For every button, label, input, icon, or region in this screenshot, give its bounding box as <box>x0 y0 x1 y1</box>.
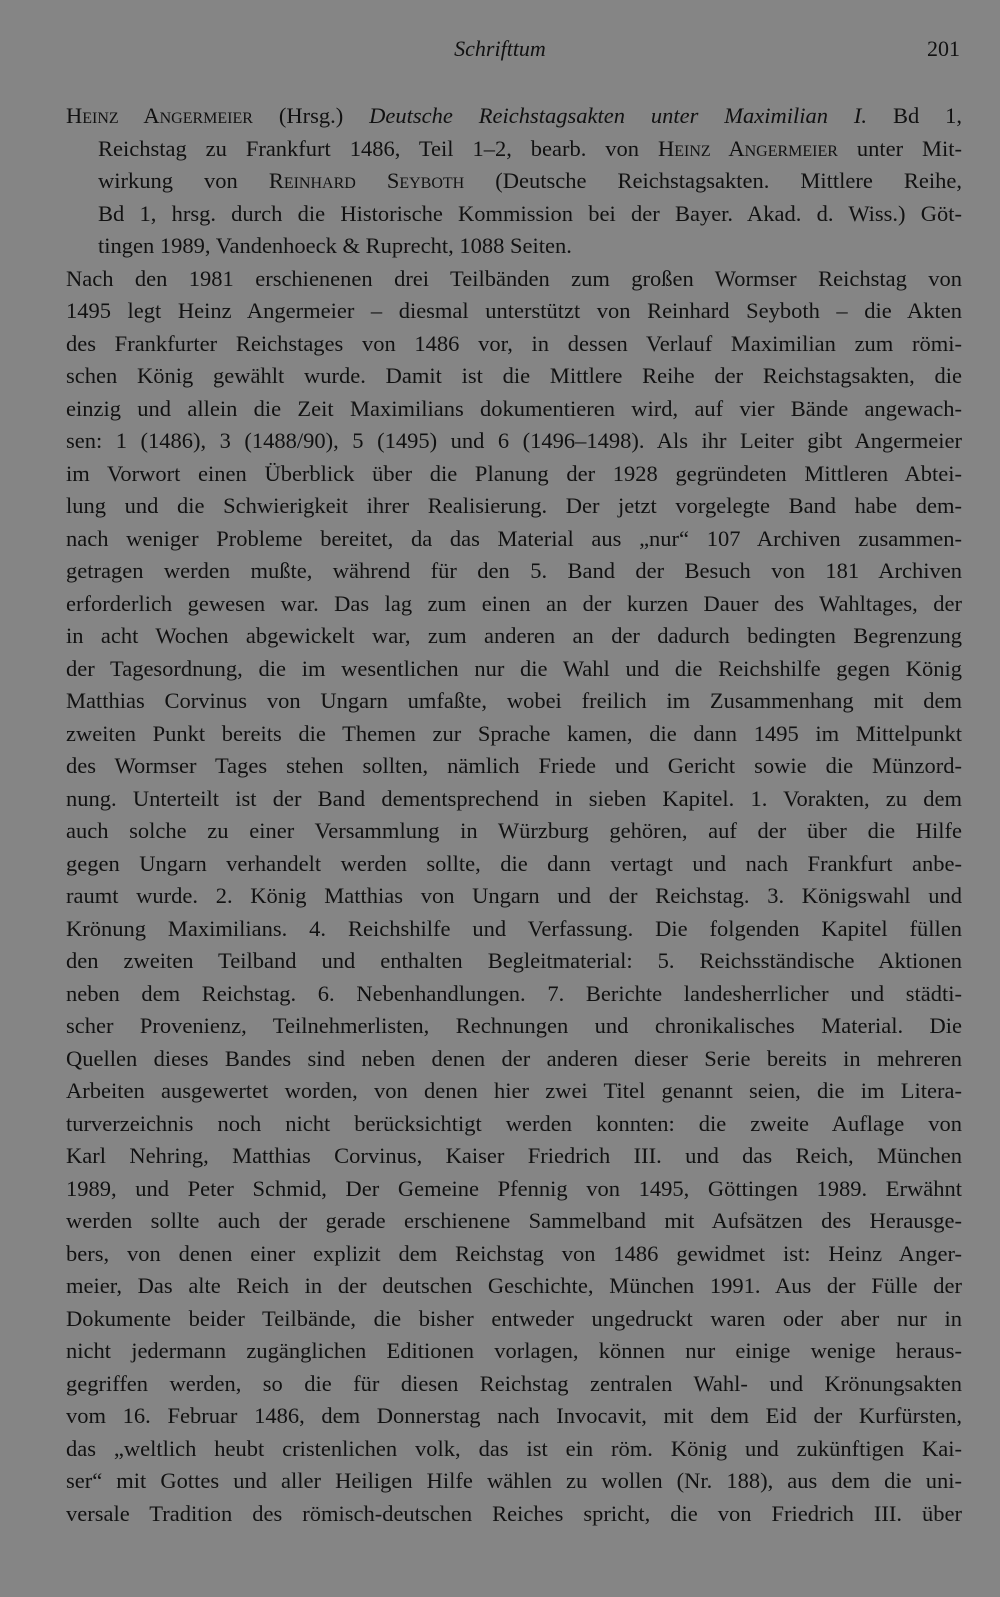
citation-line: Bd 1, hrsg. durch die Historische Kommission bei der Bayer. Akad. d. Wiss.) Göt- <box>98 200 962 226</box>
book-title: Deutsche Reichstagsakten unter Maximilian I. <box>369 103 868 128</box>
body-line: in acht Wochen abgewickelt war, zum anderen an der dadurch bedingten Begrenzung <box>66 623 962 648</box>
body-line: scher Provenienz, Teilnehmerlisten, Rechnungen und chronikalisches Material. Die <box>66 1013 962 1038</box>
body-line: vom 16. Februar 1486, dem Donnerstag nach Invocavit, mit dem Eid der Kurfürsten, <box>66 1403 962 1428</box>
body-line: Krönung Maximilians. 4. Reichshilfe und Verfassung. Die folgenden Kapitel füllen <box>66 915 962 941</box>
page-header <box>0 36 1000 72</box>
body-line: einzig und allein die Zeit Maximilians dokumentieren wird, auf vier Bände angewach- <box>66 395 962 421</box>
body-line: nach weniger Probleme bereitet, da das Material aus „nur“ 107 Archiven zusammen- <box>66 525 962 551</box>
body-line: werden sollte auch der gerade erschienene Sammelband mit Aufsätzen des Herausge- <box>66 1208 962 1233</box>
citation-line: tingen 1989, Vandenhoeck & Ruprecht, 1088 Seiten. <box>98 233 572 258</box>
body-line: lung und die Schwierigkeit ihrer Realisierung. Der jetzt vorgelegte Band habe dem- <box>66 493 962 518</box>
body-line: Quellen dieses Bandes sind neben denen der anderen dieser Serie bereits in mehreren <box>66 1045 962 1071</box>
citation-line1-tail: Bd 1, <box>867 103 963 128</box>
body-line: gegen Ungarn verhandelt werden sollte, die dann vertagt und nach Frankfurt anbe- <box>66 850 962 876</box>
body-line: Arbeiten ausgewertet worden, von denen hier zwei Titel genannt seien, die im Litera- <box>66 1078 962 1103</box>
body-line: zweiten Punkt bereits die Themen zur Sprache kamen, die dann 1495 im Mittelpunkt <box>66 720 962 746</box>
body-line: des Wormser Tages stehen sollten, nämlich Friede und Gericht sowie die Münzord- <box>66 753 962 778</box>
body-line: versale Tradition des römisch-deutschen Reiches spricht, die von Friedrich III. über <box>66 1500 962 1526</box>
body-line: neben dem Reichstag. 6. Nebenhandlungen. 7. Berichte landesherrlicher und städti- <box>66 980 962 1006</box>
body-line: nung. Unterteilt ist der Band dementsprechend in sieben Kapitel. 1. Vorakten, zu dem <box>66 785 962 811</box>
page-content <box>66 100 962 1530</box>
citation-text: Reichstag zu Frankfurt 1486, Teil 1–2, bearb. von <box>98 135 658 161</box>
body-line: gegriffen werden, so die für diesen Reichstag zentralen Wahl- und Krönungsakten <box>66 1370 962 1396</box>
citation-line <box>66 133 962 166</box>
citation-block <box>66 100 962 263</box>
body-line: Nach den 1981 erschienenen drei Teilbänden zum großen Wormser Reichstag von <box>66 265 962 291</box>
body-line: bers, von denen einer explizit dem Reichstag von 1486 gewidmet ist: Heinz Anger- <box>66 1240 962 1266</box>
body-line: das „weltlich heubt cristenlichen volk, das ist ein röm. König und zukünftigen Kai- <box>66 1435 962 1461</box>
page-number: 201 <box>927 36 960 61</box>
body-line: nicht jedermann zugänglichen Editionen vorlagen, können nur einige wenige heraus- <box>66 1338 962 1363</box>
citation-line <box>66 165 962 198</box>
body-line: erforderlich gewesen war. Das lag zum einen an der kurzen Dauer des Wahltages, der <box>66 590 962 616</box>
body-line: auch solche zu einer Versammlung in Würzburg gehören, auf der über die Hilfe <box>66 818 962 843</box>
editor-name: Heinz Angermeier <box>657 135 838 161</box>
citation-text: wirkung von <box>98 168 269 193</box>
citation-line <box>66 100 962 133</box>
running-title: Schrifttum <box>454 36 546 61</box>
body-line: getragen werden mußte, während für den 5. Band der Besuch von 181 Archiven <box>66 558 962 583</box>
body-line: den zweiten Teilband und enthalten Begleitmaterial: 5. Reichsständische Aktionen <box>66 948 962 973</box>
editor-role: (Hrsg.) <box>252 103 370 128</box>
body-line: der Tagesordnung, die im wesentlichen nur die Wahl und die Reichshilfe gegen König <box>66 655 962 681</box>
body-line: des Frankfurter Reichstages von 1486 vor, in dessen Verlauf Maximilian zum römi- <box>66 330 962 356</box>
body-line: Karl Nehring, Matthias Corvinus, Kaiser Friedrich III. und das Reich, München <box>66 1143 962 1168</box>
body-line: 1989, und Peter Schmid, Der Gemeine Pfennig von 1495, Göttingen 1989. Erwähnt <box>66 1175 962 1201</box>
body-line: meier, Das alte Reich in der deutschen Geschichte, München 1991. Aus der Fülle der <box>66 1273 962 1298</box>
citation-text: (Deutsche Reichstagsakten. Mittlere Reihe, <box>464 168 962 193</box>
editor-name: Heinz Angermeier <box>66 103 253 128</box>
citation-text: unter Mit- <box>837 135 963 161</box>
body-line: sen: 1 (1486), 3 (1488/90), 5 (1495) und 6 (1496–1498). Als ihr Leiter gibt Angermeier <box>66 428 962 453</box>
body-line: ser“ mit Gottes und aller Heiligen Hilfe wählen zu wollen (Nr. 188), aus dem die uni- <box>66 1468 962 1493</box>
body-line: turverzeichnis noch nicht berücksichtigt werden konnten: die zweite Auflage von <box>66 1110 962 1136</box>
review-body <box>66 263 962 1531</box>
body-line: raumt wurde. 2. König Matthias von Ungarn und der Reichstag. 3. Königswahl und <box>66 883 962 908</box>
body-line: Dokumente beider Teilbände, die bisher entweder ungedruckt waren oder aber nur in <box>66 1305 962 1331</box>
collaborator-name: Reinhard Seyboth <box>268 168 465 193</box>
body-line: im Vorwort einen Überblick über die Planung der 1928 gegründeten Mittleren Abtei- <box>66 460 962 486</box>
body-line: Matthias Corvinus von Ungarn umfaßte, wobei freilich im Zusammenhang mit dem <box>66 688 962 713</box>
body-line: 1495 legt Heinz Angermeier – diesmal unterstützt von Reinhard Seyboth – die Akten <box>66 298 962 323</box>
body-line: schen König gewählt wurde. Damit ist die Mittlere Reihe der Reichstagsakten, die <box>66 363 962 388</box>
